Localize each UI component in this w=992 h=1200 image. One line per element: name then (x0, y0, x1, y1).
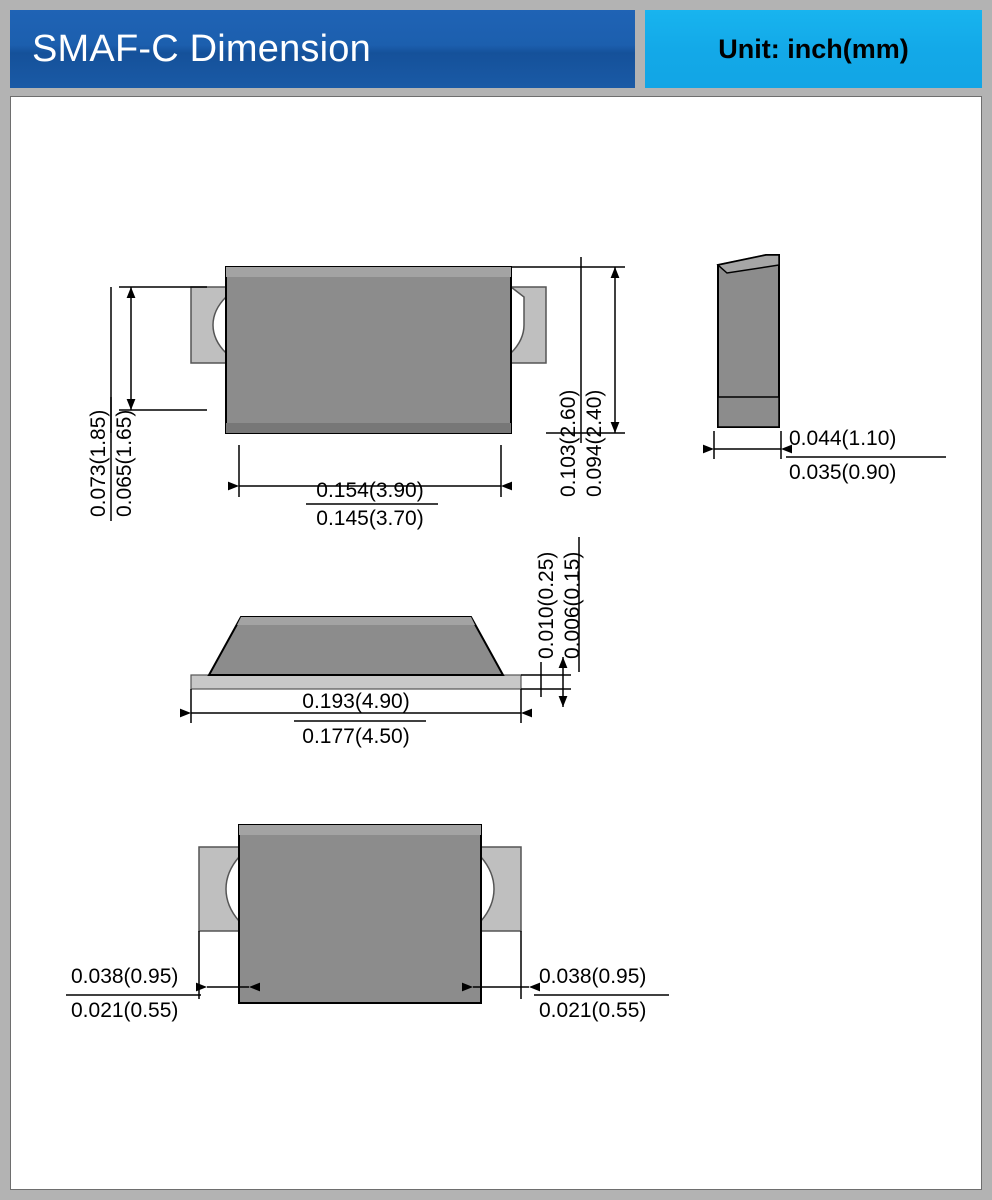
dim-bottom-right-pad-max: 0.038(0.95) (539, 965, 647, 988)
dim-top-height-max: 0.073(1.85) (87, 409, 110, 517)
header (10, 10, 982, 88)
dim-bottom-right-pad-min: 0.021(0.55) (539, 999, 647, 1022)
dim-side-standoff-min: 0.006(0.15) (561, 551, 584, 659)
title-banner (10, 10, 635, 88)
dim-side-length-min: 0.177(4.50) (302, 725, 410, 748)
unit-label: Unit: inch(mm) (718, 33, 909, 64)
dim-bottom-left-pad-max: 0.038(0.95) (71, 965, 179, 988)
dim-top-width-max: 0.154(3.90) (316, 479, 424, 502)
drawing-canvas (10, 96, 982, 1190)
dim-end-thickness-min: 0.035(0.90) (789, 461, 897, 484)
dim-side-length-max: 0.193(4.90) (302, 690, 410, 713)
end-view (714, 255, 946, 484)
dim-top-bodyheight-max: 0.103(2.60) (557, 389, 580, 497)
top-view (11, 97, 625, 530)
dim-side-standoff-max: 0.010(0.25) (535, 551, 558, 659)
dim-end-thickness-max: 0.044(1.10) (789, 427, 897, 450)
dim-bottom-left-pad-min: 0.021(0.55) (71, 999, 179, 1022)
side-view (191, 537, 584, 748)
dim-top-bodyheight-min: 0.094(2.40) (583, 389, 606, 497)
dim-top-width-min: 0.145(3.70) (316, 507, 424, 530)
unit-banner (645, 10, 982, 88)
dim-top-height-min: 0.065(1.65) (113, 409, 136, 517)
page-title: SMAF-C Dimension (32, 27, 371, 70)
bottom-view (66, 825, 669, 1022)
